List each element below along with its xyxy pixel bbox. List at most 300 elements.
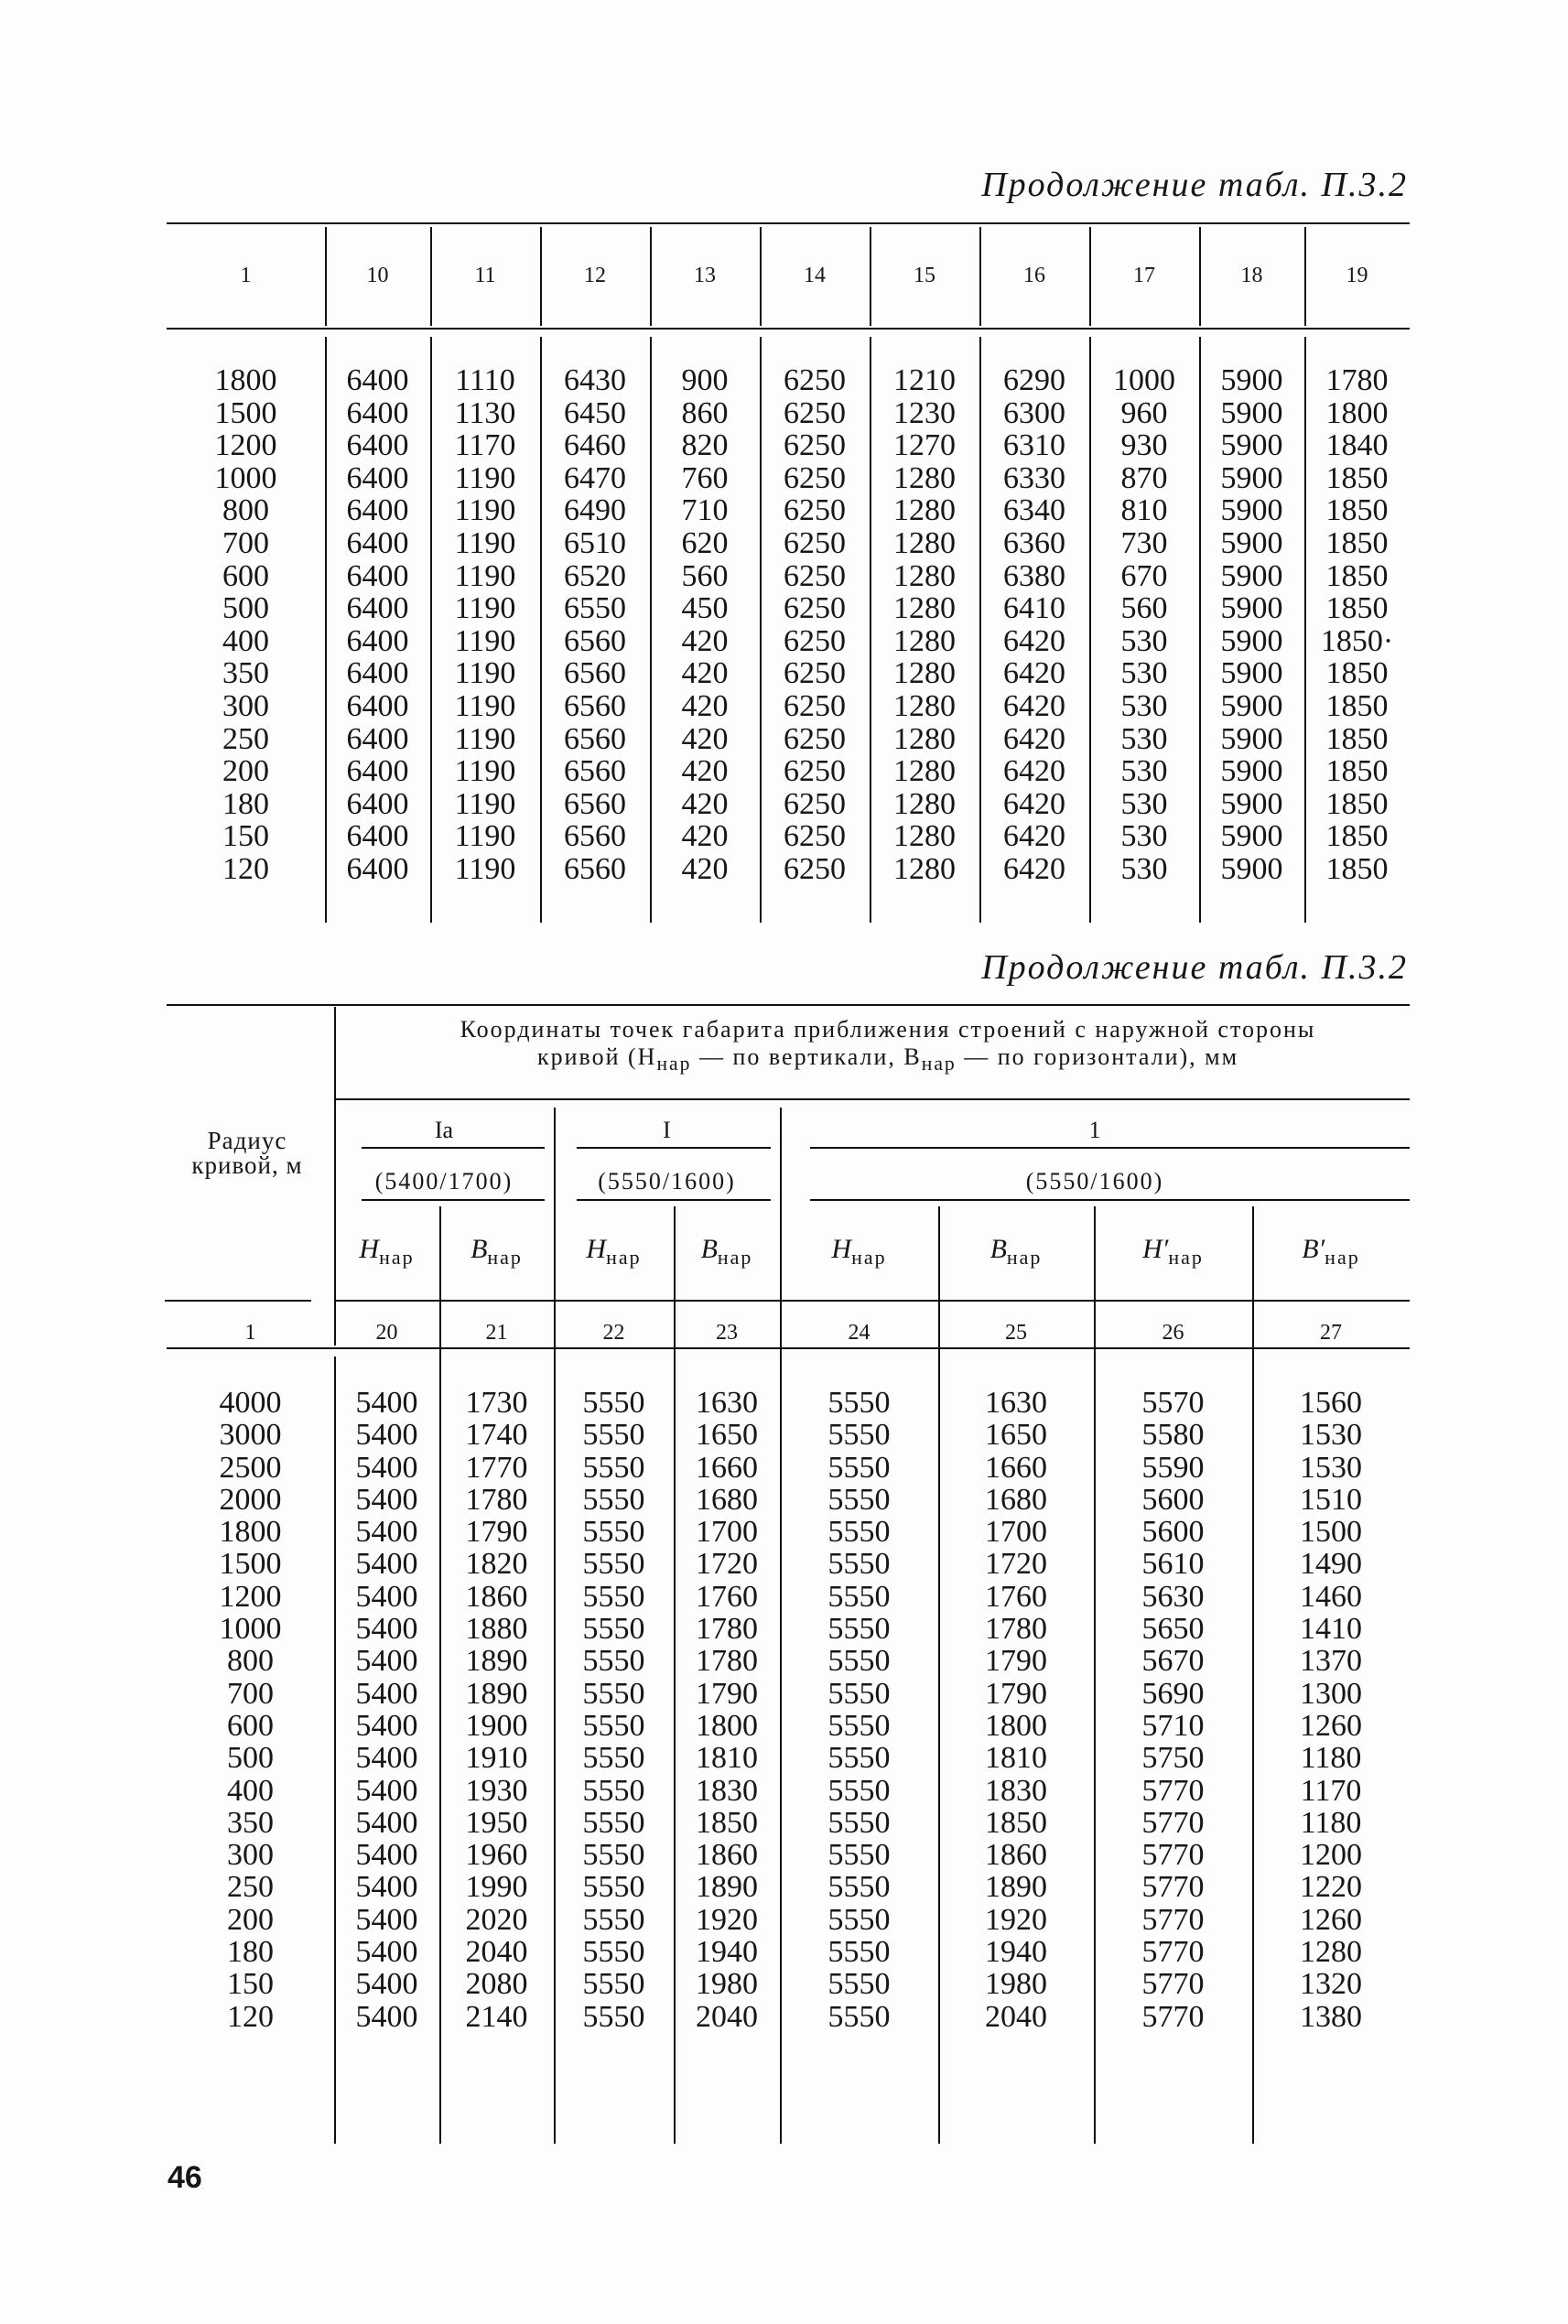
table1-cell: 1190 bbox=[454, 656, 516, 691]
number-separator bbox=[1094, 1307, 1096, 1346]
table1-cell: 420 bbox=[681, 623, 729, 658]
table1-cell: 5900 bbox=[1220, 558, 1283, 593]
table1-cell: 5900 bbox=[1220, 591, 1283, 626]
table2-cell: 1800 bbox=[219, 1515, 282, 1550]
number-separator bbox=[938, 1307, 940, 1346]
table1-cell: 670 bbox=[1120, 558, 1168, 593]
table2-cell: 1980 bbox=[985, 1967, 1047, 2002]
number-separator bbox=[780, 1307, 782, 1346]
table1-cell: 5900 bbox=[1220, 851, 1283, 886]
subheader-label bbox=[674, 1234, 780, 1270]
table2-cell: 5550 bbox=[827, 1482, 891, 1517]
table1-cell: 1280 bbox=[893, 721, 956, 756]
group-ia-rule bbox=[362, 1147, 545, 1149]
table1-column-header: 13 bbox=[694, 264, 716, 287]
table1-cell: 1270 bbox=[893, 428, 956, 463]
table1-column-header: 1 bbox=[240, 264, 252, 287]
table2-column-number: 20 bbox=[375, 1321, 398, 1345]
table2-cell: 5650 bbox=[1141, 1612, 1205, 1647]
table2-cell: 1490 bbox=[1300, 1547, 1362, 1582]
table2-column-number: 23 bbox=[716, 1321, 738, 1345]
table2-cell: 1940 bbox=[696, 1935, 758, 1970]
table2-column bbox=[674, 1387, 780, 2033]
table1-cell: 6520 bbox=[564, 558, 626, 593]
table1-cell: 6400 bbox=[346, 786, 409, 821]
table1-cell: 6400 bbox=[346, 395, 409, 430]
table2-cell: 1650 bbox=[696, 1418, 758, 1453]
table1-caption: Продолжение табл. П.3.2 bbox=[981, 166, 1408, 204]
table1-cell: 530 bbox=[1120, 688, 1168, 723]
table1-column bbox=[167, 364, 325, 886]
table2-cell: 1790 bbox=[696, 1676, 758, 1711]
table1-cell: 1000 bbox=[214, 460, 277, 495]
table1-cell: 6250 bbox=[784, 460, 846, 495]
table1-cell: 5900 bbox=[1220, 656, 1283, 691]
subheader-main: H bbox=[586, 1234, 607, 1264]
table2-cell: 1680 bbox=[696, 1482, 758, 1517]
table2-cell: 1960 bbox=[465, 1838, 528, 1873]
table1-cell: 6420 bbox=[1003, 688, 1065, 723]
table1-cell: 6420 bbox=[1003, 656, 1065, 691]
table2-cell: 5550 bbox=[827, 1967, 891, 2002]
table2-cell: 5550 bbox=[827, 1676, 891, 1711]
table2-cell: 5670 bbox=[1141, 1644, 1205, 1679]
table1-cell: 1280 bbox=[893, 851, 956, 886]
table2-cell: 5550 bbox=[827, 1805, 891, 1840]
table2-cell: 1500 bbox=[1300, 1515, 1362, 1550]
table2-cell: 3000 bbox=[219, 1418, 282, 1453]
table1-cell: 1280 bbox=[893, 754, 956, 789]
table2-cell: 1260 bbox=[1300, 1902, 1362, 1937]
table2-cell: 1800 bbox=[696, 1708, 758, 1743]
table1-column bbox=[430, 364, 540, 886]
table1-cell: 6400 bbox=[346, 721, 409, 756]
table2-cell: 1830 bbox=[985, 1773, 1047, 1808]
table2-cell: 5750 bbox=[1141, 1741, 1205, 1776]
table2-cell: 5550 bbox=[582, 1870, 645, 1905]
table1-column bbox=[540, 364, 650, 886]
table1-cell: 6400 bbox=[346, 558, 409, 593]
table1-cell: 420 bbox=[681, 819, 729, 854]
table1-cell: 6400 bbox=[346, 754, 409, 789]
table2-cell: 5550 bbox=[582, 1708, 645, 1743]
table2-cell: 1920 bbox=[696, 1902, 758, 1937]
table2-top-rule bbox=[167, 1004, 1410, 1006]
table1-cell: 1280 bbox=[893, 819, 956, 854]
table2-cell: 180 bbox=[227, 1935, 274, 1970]
table2-cell: 5550 bbox=[827, 1708, 891, 1743]
table1-cell: 1800 bbox=[1325, 395, 1389, 430]
subheader-main: B bbox=[470, 1234, 488, 1264]
table2-column-number: 21 bbox=[485, 1321, 508, 1345]
title-part: кривой (H bbox=[536, 1043, 657, 1070]
table2-cell: 5400 bbox=[355, 1708, 418, 1743]
table2-cell: 1880 bbox=[465, 1612, 528, 1647]
table2-cell: 1760 bbox=[696, 1579, 758, 1614]
table1-cell: 6400 bbox=[346, 656, 409, 691]
table2-cell: 5550 bbox=[582, 1741, 645, 1776]
table1-column bbox=[650, 364, 760, 886]
table2-cell: 1410 bbox=[1300, 1612, 1362, 1647]
table1-cell: 6430 bbox=[564, 363, 626, 397]
table2-cell: 1830 bbox=[696, 1773, 758, 1808]
table1-cell: 6560 bbox=[564, 656, 626, 691]
subheader-sub: нар bbox=[487, 1246, 523, 1269]
table1-cell: 700 bbox=[222, 525, 269, 560]
table2-cell: 5590 bbox=[1141, 1450, 1205, 1485]
table2-cell: 2140 bbox=[465, 1999, 528, 2034]
table1-cell: 5900 bbox=[1220, 395, 1283, 430]
table1-cell: 6420 bbox=[1003, 754, 1065, 789]
table1-cell: 530 bbox=[1120, 656, 1168, 691]
table1-cell: 1840 bbox=[1325, 428, 1389, 463]
group-dims: (5400/1700) bbox=[374, 1168, 514, 1194]
table1-cell: 6250 bbox=[784, 851, 846, 886]
table2-cell: 1200 bbox=[219, 1579, 282, 1614]
table2-column-number: 25 bbox=[1005, 1321, 1027, 1345]
table2-cell: 5550 bbox=[582, 1935, 645, 1970]
table2-cell: 5600 bbox=[1141, 1482, 1205, 1517]
table1-cell: 1850· bbox=[1320, 623, 1394, 658]
table2-cell: 5550 bbox=[582, 1482, 645, 1517]
table2-cell: 1780 bbox=[985, 1612, 1047, 1647]
table1-cell: 6300 bbox=[1003, 395, 1065, 430]
table1-cell: 1780 bbox=[1325, 363, 1389, 397]
radius-label: Радиус кривой, м bbox=[191, 1127, 303, 1179]
table1-cell: 6250 bbox=[784, 786, 846, 821]
table1-cell: 1000 bbox=[1113, 363, 1175, 397]
table2-cell: 5400 bbox=[355, 1805, 418, 1840]
table2-cell: 1320 bbox=[1300, 1967, 1362, 2002]
table2-cell: 5400 bbox=[355, 1773, 418, 1808]
table2-cell: 1650 bbox=[985, 1418, 1047, 1453]
subheader-main: B′ bbox=[1302, 1234, 1325, 1264]
table2-cell: 5550 bbox=[827, 1902, 891, 1937]
table1-cell: 730 bbox=[1120, 525, 1168, 560]
table2-cell: 1850 bbox=[696, 1805, 758, 1840]
table2-cell: 5550 bbox=[827, 1999, 891, 2034]
table2-cell: 1660 bbox=[696, 1450, 758, 1485]
table2-column-number: 27 bbox=[1320, 1321, 1342, 1345]
table2-cell: 2040 bbox=[985, 1999, 1047, 2034]
table2-cell: 1260 bbox=[1300, 1708, 1362, 1743]
table1-cell: 420 bbox=[681, 688, 729, 723]
table1-cell: 1190 bbox=[454, 525, 516, 560]
table1-cell: 1130 bbox=[454, 395, 516, 430]
table2-cell: 1370 bbox=[1300, 1644, 1362, 1679]
table2-cell: 2040 bbox=[696, 1999, 758, 2034]
table1-cell: 1850 bbox=[1325, 819, 1389, 854]
table2-cell: 5400 bbox=[355, 1579, 418, 1614]
table2-cell: 5400 bbox=[355, 1482, 418, 1517]
table2-cell: 5550 bbox=[582, 1676, 645, 1711]
table1-cell: 6560 bbox=[564, 721, 626, 756]
table1-cell: 870 bbox=[1120, 460, 1168, 495]
table1-cell: 760 bbox=[681, 460, 729, 495]
table1-header-rule bbox=[167, 328, 1410, 330]
group-i-dims-rule bbox=[577, 1199, 771, 1201]
table2-cell: 1890 bbox=[465, 1676, 528, 1711]
table1-cell: 6400 bbox=[346, 819, 409, 854]
subheader-main: H′ bbox=[1142, 1234, 1169, 1264]
table2-cell: 1730 bbox=[465, 1386, 528, 1420]
table2-cell: 400 bbox=[227, 1773, 274, 1808]
table1-cell: 5900 bbox=[1220, 460, 1283, 495]
table1-cell: 6400 bbox=[346, 623, 409, 658]
table1-cell: 530 bbox=[1120, 721, 1168, 756]
table1-cell: 6420 bbox=[1003, 721, 1065, 756]
table2-cell: 1890 bbox=[465, 1644, 528, 1679]
table2-cell: 5600 bbox=[1141, 1515, 1205, 1550]
table2-cell: 1630 bbox=[985, 1386, 1047, 1420]
table1-cell: 860 bbox=[681, 395, 729, 430]
subheader-label bbox=[334, 1234, 439, 1270]
table2-cell: 5400 bbox=[355, 1935, 418, 1970]
table1-cell: 1280 bbox=[893, 623, 956, 658]
table1-column-header: 11 bbox=[474, 264, 496, 287]
table2-cell: 300 bbox=[227, 1838, 274, 1873]
table1-cell: 420 bbox=[681, 656, 729, 691]
subheader-label bbox=[554, 1234, 674, 1270]
table1-column-header: 17 bbox=[1133, 264, 1155, 287]
group-1-dims-rule bbox=[810, 1199, 1410, 1201]
table1-cell: 1850 bbox=[1325, 591, 1389, 626]
table1-cell: 1280 bbox=[893, 591, 956, 626]
table1-cell: 6560 bbox=[564, 754, 626, 789]
table2-column-number: 24 bbox=[848, 1321, 871, 1345]
table1-cell: 1190 bbox=[454, 688, 516, 723]
table1-cell: 420 bbox=[681, 851, 729, 886]
table1-cell: 1850 bbox=[1325, 460, 1389, 495]
table1-cell: 400 bbox=[222, 623, 269, 658]
table2-title-line1: Координаты точек габарита приближения строений с наружной стороны bbox=[460, 1016, 1316, 1043]
table1-column-header: 18 bbox=[1240, 264, 1263, 287]
table1-cell: 800 bbox=[222, 493, 269, 528]
table2-cell: 5550 bbox=[827, 1935, 891, 1970]
table2-cell: 1700 bbox=[696, 1515, 758, 1550]
table1-cell: 6250 bbox=[784, 363, 846, 397]
table2-cell: 5550 bbox=[827, 1450, 891, 1485]
table1-cell: 5900 bbox=[1220, 721, 1283, 756]
table1-column bbox=[325, 364, 430, 886]
table1-cell: 6250 bbox=[784, 525, 846, 560]
table1-cell: 1280 bbox=[893, 460, 956, 495]
table1-cell: 6250 bbox=[784, 688, 846, 723]
subheader-sub: нар bbox=[379, 1246, 415, 1269]
table1-cell: 530 bbox=[1120, 623, 1168, 658]
table2-column-number: 26 bbox=[1162, 1321, 1184, 1345]
table2-cell: 1910 bbox=[465, 1741, 528, 1776]
table1-cell: 6330 bbox=[1003, 460, 1065, 495]
table2-cell: 5400 bbox=[355, 1547, 418, 1582]
table2-cell: 1700 bbox=[985, 1515, 1047, 1550]
table2-title-rule bbox=[334, 1098, 1410, 1100]
group-name: 1 bbox=[1088, 1117, 1101, 1143]
table1-cell: 1800 bbox=[214, 363, 277, 397]
table1-cell: 6250 bbox=[784, 558, 846, 593]
table2-cell: 5400 bbox=[355, 1644, 418, 1679]
table1-cell: 530 bbox=[1120, 851, 1168, 886]
table2-cell: 5400 bbox=[355, 1870, 418, 1905]
table2-cell: 5550 bbox=[827, 1515, 891, 1550]
table2-cell: 500 bbox=[227, 1741, 274, 1776]
table1-cell: 1850 bbox=[1325, 558, 1389, 593]
page-number: 46 bbox=[168, 2160, 202, 2195]
table1-cell: 1850 bbox=[1325, 851, 1389, 886]
table1-cell: 1190 bbox=[454, 721, 516, 756]
table1-column bbox=[979, 364, 1089, 886]
table1-cell: 1190 bbox=[454, 754, 516, 789]
table1-cell: 6560 bbox=[564, 688, 626, 723]
group-i-rule bbox=[577, 1147, 771, 1149]
subheader-sub: нар bbox=[851, 1246, 887, 1269]
table1-cell: 900 bbox=[681, 363, 729, 397]
table2-cell: 1660 bbox=[985, 1450, 1047, 1485]
table2-cell: 2080 bbox=[465, 1967, 528, 2002]
table2-cell: 5550 bbox=[582, 1612, 645, 1647]
table2-cell: 1860 bbox=[985, 1838, 1047, 1873]
table1-cell: 5900 bbox=[1220, 525, 1283, 560]
table1-cell: 1280 bbox=[893, 656, 956, 691]
table1-column-header: 10 bbox=[366, 264, 389, 287]
table2-cell: 250 bbox=[227, 1870, 274, 1905]
table2-cell: 1990 bbox=[465, 1870, 528, 1905]
table2-cell: 5400 bbox=[355, 1676, 418, 1711]
table2-cell: 1780 bbox=[465, 1482, 528, 1517]
table2-cell: 1930 bbox=[465, 1773, 528, 1808]
table1-cell: 1280 bbox=[893, 558, 956, 593]
table1-cell: 620 bbox=[681, 525, 729, 560]
table2-cell: 5550 bbox=[582, 1967, 645, 2002]
table2-cell: 1180 bbox=[1300, 1805, 1362, 1840]
subheader-sub: нар bbox=[606, 1246, 642, 1269]
table2-cell: 5710 bbox=[1141, 1708, 1205, 1743]
table2-cell: 2020 bbox=[465, 1902, 528, 1937]
table1-cell: 500 bbox=[222, 591, 269, 626]
table2-cell: 5770 bbox=[1141, 1935, 1205, 1970]
table1-cell: 810 bbox=[1120, 493, 1168, 528]
title-sub: нар bbox=[921, 1053, 957, 1076]
table2-title bbox=[366, 1016, 1410, 1077]
table2-cell: 5550 bbox=[827, 1838, 891, 1873]
table1-cell: 6400 bbox=[346, 363, 409, 397]
title-part: — по горизонтали), мм bbox=[956, 1043, 1239, 1070]
table1-cell: 6250 bbox=[784, 493, 846, 528]
table2-cell: 5570 bbox=[1141, 1386, 1205, 1420]
table1-column bbox=[1089, 364, 1199, 886]
table2-cell: 1770 bbox=[465, 1450, 528, 1485]
table2-cell: 5630 bbox=[1141, 1579, 1205, 1614]
table1-cell: 300 bbox=[222, 688, 269, 723]
table2-cell: 1850 bbox=[985, 1805, 1047, 1840]
table2-cell: 5400 bbox=[355, 1515, 418, 1550]
subheader-main: H bbox=[359, 1234, 380, 1264]
table2-cell: 5580 bbox=[1141, 1418, 1205, 1453]
table2-cell: 1860 bbox=[696, 1838, 758, 1873]
table1-cell: 6400 bbox=[346, 851, 409, 886]
table1-cell: 1280 bbox=[893, 525, 956, 560]
number-separator bbox=[439, 1307, 441, 1346]
table2-cell: 350 bbox=[227, 1805, 274, 1840]
table2-cell: 5550 bbox=[827, 1386, 891, 1420]
table2-cell: 5400 bbox=[355, 1386, 418, 1420]
table1-cell: 820 bbox=[681, 428, 729, 463]
table2-cell: 4000 bbox=[219, 1386, 282, 1420]
table2-cell: 5550 bbox=[582, 1805, 645, 1840]
table2-cell: 700 bbox=[227, 1676, 274, 1711]
table2-cell: 1890 bbox=[696, 1870, 758, 1905]
table2-cell: 5550 bbox=[827, 1644, 891, 1679]
subheader-label bbox=[439, 1234, 554, 1270]
table2-cell: 5550 bbox=[582, 1644, 645, 1679]
table2-cell: 5550 bbox=[827, 1612, 891, 1647]
group-name: I bbox=[663, 1117, 671, 1143]
table2-cell: 5550 bbox=[827, 1773, 891, 1808]
table2-cell: 1950 bbox=[465, 1805, 528, 1840]
table1-cell: 1110 bbox=[455, 363, 515, 397]
table2-cell: 1980 bbox=[696, 1967, 758, 2002]
table1-cell: 1280 bbox=[893, 688, 956, 723]
table2-cell: 1810 bbox=[985, 1741, 1047, 1776]
table1-cell: 6490 bbox=[564, 493, 626, 528]
table1-cell: 6250 bbox=[784, 623, 846, 658]
table2-cell: 5400 bbox=[355, 1450, 418, 1485]
number-separator bbox=[1252, 1307, 1254, 1346]
table1-cell: 180 bbox=[222, 786, 269, 821]
table1-cell: 6560 bbox=[564, 851, 626, 886]
table1-column-header: 19 bbox=[1346, 264, 1368, 287]
table2-column bbox=[167, 1387, 334, 2033]
table1-cell: 1280 bbox=[893, 493, 956, 528]
table2-column bbox=[938, 1387, 1094, 2033]
table1-cell: 6250 bbox=[784, 721, 846, 756]
table2-cell: 1920 bbox=[985, 1902, 1047, 1937]
table1-cell: 6460 bbox=[564, 428, 626, 463]
table1-column-header: 16 bbox=[1023, 264, 1045, 287]
table2-column-number: 1 bbox=[244, 1321, 256, 1345]
table2-cell: 5400 bbox=[355, 1418, 418, 1453]
group-name: Ia bbox=[434, 1117, 454, 1143]
table1-cell: 530 bbox=[1120, 754, 1168, 789]
table1-cell: 1230 bbox=[893, 395, 956, 430]
table2-cell: 600 bbox=[227, 1708, 274, 1743]
table1-cell: 1190 bbox=[454, 786, 516, 821]
subheader-sub: нар bbox=[1325, 1246, 1360, 1269]
table1-cell: 1190 bbox=[454, 591, 516, 626]
table1-cell: 6400 bbox=[346, 493, 409, 528]
table2-cell: 1780 bbox=[696, 1612, 758, 1647]
table2-cell: 5550 bbox=[582, 1838, 645, 1873]
table1-cell: 5900 bbox=[1220, 754, 1283, 789]
table2-column bbox=[439, 1387, 554, 2033]
table1-cell: 6290 bbox=[1003, 363, 1065, 397]
subheader-main: H bbox=[831, 1234, 852, 1264]
table1-cell: 960 bbox=[1120, 395, 1168, 430]
table2-cell: 2040 bbox=[465, 1935, 528, 1970]
table1-cell: 6450 bbox=[564, 395, 626, 430]
table1-cell: 420 bbox=[681, 754, 729, 789]
table2-column bbox=[554, 1387, 674, 2033]
table2-cell: 1630 bbox=[696, 1386, 758, 1420]
table1-cell: 1850 bbox=[1325, 721, 1389, 756]
table2-column bbox=[780, 1387, 938, 2033]
table1-cell: 1210 bbox=[893, 363, 956, 397]
table1-cell: 1850 bbox=[1325, 656, 1389, 691]
table1-cell: 420 bbox=[681, 721, 729, 756]
table1-cell: 6420 bbox=[1003, 786, 1065, 821]
table2-cell: 1460 bbox=[1300, 1579, 1362, 1614]
table2-title-line2 bbox=[366, 1043, 1410, 1077]
